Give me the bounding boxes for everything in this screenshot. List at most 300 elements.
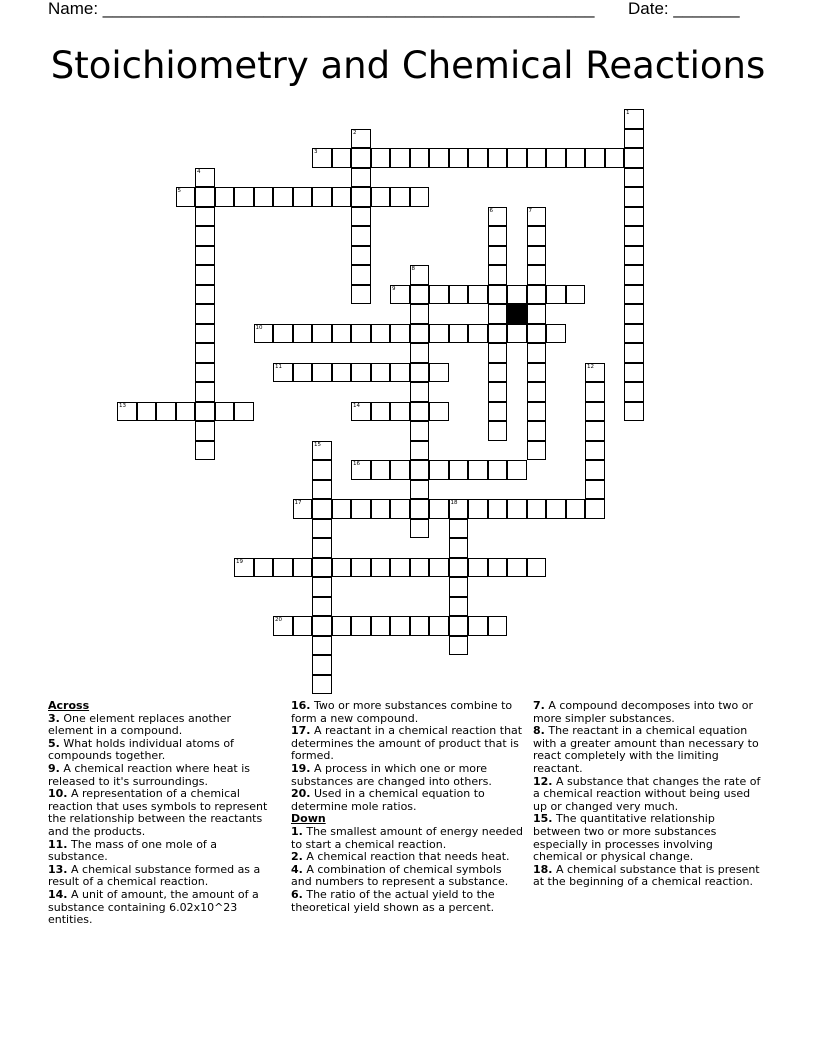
clue-text: The ratio of the actual yield to the theoretical yield shown as a percent. bbox=[291, 887, 495, 914]
grid-cell[interactable] bbox=[312, 636, 332, 656]
clue-number-label: 13. bbox=[48, 862, 68, 876]
clue-number-label: 8. bbox=[533, 724, 545, 738]
grid-cell[interactable] bbox=[312, 480, 332, 500]
grid-cell[interactable] bbox=[351, 226, 371, 246]
grid-cell[interactable] bbox=[195, 343, 215, 363]
grid-cell[interactable] bbox=[273, 616, 293, 636]
clue-number: 6 bbox=[489, 207, 493, 214]
grid-cell[interactable] bbox=[527, 363, 547, 383]
grid-cell[interactable] bbox=[312, 324, 332, 344]
clue-number-label: 18. bbox=[533, 862, 553, 876]
grid-cell[interactable] bbox=[468, 558, 488, 578]
grid-cell[interactable] bbox=[488, 226, 508, 246]
clue-text: A representation of a chemical reaction that uses symbols to represent the relationship between the reactants and the products. bbox=[48, 787, 268, 838]
grid-cell[interactable] bbox=[468, 285, 488, 305]
grid-cell[interactable] bbox=[449, 558, 469, 578]
grid-cell[interactable] bbox=[371, 324, 391, 344]
grid-cell[interactable] bbox=[312, 558, 332, 578]
grid-cell[interactable] bbox=[546, 499, 566, 519]
grid-cell[interactable] bbox=[410, 304, 430, 324]
grid-cell[interactable] bbox=[390, 460, 410, 480]
grid-cell[interactable] bbox=[527, 421, 547, 441]
grid-cell[interactable] bbox=[449, 519, 469, 539]
grid-cell[interactable] bbox=[293, 187, 313, 207]
grid-cell[interactable] bbox=[507, 148, 527, 168]
clue-number: 11 bbox=[275, 363, 282, 370]
grid-cell[interactable] bbox=[293, 363, 313, 383]
grid-cell[interactable] bbox=[624, 226, 644, 246]
grid-cell[interactable] bbox=[624, 324, 644, 344]
grid-cell[interactable] bbox=[468, 324, 488, 344]
date-field-label: Date: _______ bbox=[628, 0, 740, 18]
grid-cell[interactable] bbox=[507, 460, 527, 480]
clue-item bbox=[533, 813, 765, 863]
grid-cell[interactable] bbox=[410, 558, 430, 578]
grid-cell[interactable] bbox=[195, 265, 215, 285]
clue-item bbox=[291, 826, 523, 851]
grid-cell[interactable] bbox=[195, 324, 215, 344]
clue-number: 12 bbox=[587, 363, 594, 370]
grid-cell[interactable] bbox=[332, 616, 352, 636]
grid-cell[interactable] bbox=[624, 246, 644, 266]
grid-cell[interactable] bbox=[332, 363, 352, 383]
clue-item bbox=[533, 700, 765, 725]
grid-cell[interactable] bbox=[312, 460, 332, 480]
grid-cell[interactable] bbox=[195, 168, 215, 188]
grid-cell[interactable] bbox=[449, 499, 469, 519]
clue-text: What holds individual atoms of compounds together. bbox=[48, 736, 234, 763]
clue-item bbox=[291, 763, 523, 788]
grid-cell[interactable] bbox=[234, 402, 254, 422]
clue-item bbox=[533, 864, 765, 889]
grid-cell[interactable] bbox=[195, 304, 215, 324]
clue-item bbox=[533, 776, 765, 814]
page-title: Stoichiometry and Chemical Reactions bbox=[50, 44, 766, 87]
grid-cell[interactable] bbox=[624, 187, 644, 207]
grid-cell[interactable] bbox=[176, 187, 196, 207]
grid-cell[interactable] bbox=[527, 382, 547, 402]
clue-number-label: 20. bbox=[291, 787, 311, 801]
grid-cell[interactable] bbox=[351, 187, 371, 207]
grid-cell[interactable] bbox=[176, 402, 196, 422]
grid-cell[interactable] bbox=[624, 285, 644, 305]
grid-cell[interactable] bbox=[332, 148, 352, 168]
grid-cell[interactable] bbox=[273, 324, 293, 344]
grid-cell[interactable] bbox=[488, 382, 508, 402]
grid-cell[interactable] bbox=[351, 402, 371, 422]
clue-item bbox=[533, 725, 765, 775]
grid-cell[interactable] bbox=[410, 285, 430, 305]
clue-column-1 bbox=[48, 700, 276, 927]
grid-cell[interactable] bbox=[488, 421, 508, 441]
clue-number-label: 3. bbox=[48, 711, 60, 725]
grid-cell[interactable] bbox=[624, 304, 644, 324]
clue-number: 7 bbox=[528, 207, 532, 214]
clue-number: 17 bbox=[294, 500, 302, 506]
grid-cell[interactable] bbox=[195, 246, 215, 266]
grid-cell[interactable] bbox=[410, 363, 430, 383]
grid-cell[interactable] bbox=[546, 324, 566, 344]
grid-cell[interactable] bbox=[410, 402, 430, 422]
grid-cell[interactable] bbox=[273, 558, 293, 578]
grid-cell[interactable] bbox=[507, 324, 527, 344]
grid-cell[interactable] bbox=[371, 187, 391, 207]
grid-cell[interactable] bbox=[527, 148, 547, 168]
grid-cell[interactable] bbox=[585, 480, 605, 500]
grid-cell[interactable] bbox=[215, 402, 235, 422]
clue-text: The smallest amount of energy needed to start a chemical reaction. bbox=[291, 824, 524, 851]
clue-text: The mass of one mole of a substance. bbox=[48, 837, 218, 864]
clue-item bbox=[48, 738, 276, 763]
grid-cell[interactable] bbox=[410, 382, 430, 402]
grid-cell[interactable] bbox=[371, 148, 391, 168]
grid-cell[interactable] bbox=[488, 246, 508, 266]
grid-cell[interactable] bbox=[410, 480, 430, 500]
grid-cell[interactable] bbox=[390, 285, 410, 305]
grid-cell[interactable] bbox=[566, 499, 586, 519]
grid-cell[interactable] bbox=[312, 519, 332, 539]
grid-cell[interactable] bbox=[273, 363, 293, 383]
clue-text: Two or more substances combine to form a new compound. bbox=[291, 699, 513, 725]
grid-cell[interactable] bbox=[624, 168, 644, 188]
grid-cell[interactable] bbox=[195, 382, 215, 402]
clue-number-label: 19. bbox=[291, 761, 311, 775]
clue-text: A combination of chemical symbols and numbers to represent a substance. bbox=[291, 862, 509, 889]
grid-cell[interactable] bbox=[449, 636, 469, 656]
clue-number-label: 7. bbox=[533, 699, 545, 712]
grid-cell[interactable] bbox=[527, 226, 547, 246]
grid-cell[interactable] bbox=[351, 324, 371, 344]
grid-cell[interactable] bbox=[429, 499, 449, 519]
grid-cell[interactable] bbox=[410, 324, 430, 344]
grid-cell[interactable] bbox=[390, 324, 410, 344]
grid-cell[interactable] bbox=[351, 460, 371, 480]
grid-cell[interactable] bbox=[254, 558, 274, 578]
grid-cell[interactable] bbox=[390, 148, 410, 168]
grid-cell[interactable] bbox=[410, 460, 430, 480]
grid-cell[interactable] bbox=[546, 285, 566, 305]
grid-cell[interactable] bbox=[410, 187, 430, 207]
grid-cell[interactable] bbox=[195, 187, 215, 207]
clue-text: Used in a chemical equation to determine mole ratios. bbox=[291, 787, 485, 813]
grid-cell[interactable] bbox=[312, 363, 332, 383]
grid-cell[interactable] bbox=[527, 246, 547, 266]
grid-cell[interactable] bbox=[137, 402, 157, 422]
grid-cell[interactable] bbox=[468, 616, 488, 636]
clue-item bbox=[291, 725, 523, 763]
clue-item bbox=[291, 864, 523, 889]
grid-cell[interactable] bbox=[410, 499, 430, 519]
grid-cell[interactable] bbox=[488, 402, 508, 422]
grid-cell[interactable] bbox=[351, 499, 371, 519]
clue-number: 3 bbox=[314, 149, 318, 155]
grid-cell[interactable] bbox=[527, 324, 547, 344]
clue-number-label: 16. bbox=[291, 699, 311, 712]
grid-cell[interactable] bbox=[488, 304, 508, 324]
grid-cell[interactable] bbox=[410, 421, 430, 441]
grid-cell[interactable] bbox=[585, 441, 605, 461]
grid-cell[interactable] bbox=[449, 577, 469, 597]
grid-cell[interactable] bbox=[351, 207, 371, 227]
grid-cell[interactable] bbox=[585, 460, 605, 480]
grid-cell[interactable] bbox=[371, 402, 391, 422]
grid-cell[interactable] bbox=[332, 558, 352, 578]
grid-cell[interactable] bbox=[527, 558, 547, 578]
clue-text: A chemical reaction that needs heat. bbox=[306, 850, 510, 864]
grid-cell[interactable] bbox=[488, 343, 508, 363]
grid-cell[interactable] bbox=[449, 538, 469, 558]
clue-item bbox=[48, 839, 276, 864]
clue-number: 15 bbox=[314, 441, 321, 448]
grid-cell[interactable] bbox=[507, 499, 527, 519]
grid-cell[interactable] bbox=[527, 402, 547, 422]
grid-cell[interactable] bbox=[234, 558, 254, 578]
grid-cell[interactable] bbox=[624, 148, 644, 168]
clue-text: A process in which one or more substances are changed into others. bbox=[291, 761, 492, 788]
clue-item bbox=[291, 889, 523, 914]
clue-text: A compound decomposes into two or more simpler substances. bbox=[533, 699, 754, 725]
grid-cell[interactable] bbox=[195, 285, 215, 305]
grid-cell[interactable] bbox=[117, 402, 137, 422]
grid-cell[interactable] bbox=[624, 265, 644, 285]
grid-cell[interactable] bbox=[566, 285, 586, 305]
grid-cell[interactable] bbox=[585, 402, 605, 422]
grid-cell[interactable] bbox=[449, 460, 469, 480]
clue-number: 18 bbox=[450, 500, 458, 506]
grid-cell[interactable] bbox=[215, 187, 235, 207]
grid-cell[interactable] bbox=[468, 460, 488, 480]
clue-number: 13 bbox=[119, 402, 126, 409]
grid-cell[interactable] bbox=[234, 187, 254, 207]
clue-column-2 bbox=[291, 700, 523, 914]
clue-number-label: 1. bbox=[291, 824, 303, 838]
clue-column-3 bbox=[533, 700, 765, 889]
grid-cell[interactable] bbox=[254, 324, 274, 344]
grid-cell[interactable] bbox=[488, 148, 508, 168]
grid-cell[interactable] bbox=[624, 109, 644, 129]
grid-cell[interactable] bbox=[390, 363, 410, 383]
clue-number: 2 bbox=[353, 129, 357, 136]
grid-cell[interactable] bbox=[195, 402, 215, 422]
grid-cell[interactable] bbox=[293, 499, 313, 519]
grid-cell[interactable] bbox=[293, 324, 313, 344]
grid-cell[interactable] bbox=[371, 616, 391, 636]
clue-item bbox=[291, 700, 523, 725]
clue-number: 14 bbox=[353, 402, 360, 409]
grid-cell[interactable] bbox=[410, 616, 430, 636]
grid-cell[interactable] bbox=[507, 558, 527, 578]
grid-cell[interactable] bbox=[351, 616, 371, 636]
grid-cell[interactable] bbox=[585, 499, 605, 519]
clue-number-label: 11. bbox=[48, 837, 68, 851]
grid-cell[interactable] bbox=[488, 207, 508, 227]
grid-cell[interactable] bbox=[293, 558, 313, 578]
clue-text: A reactant in a chemical reaction that determines the amount of product that is formed. bbox=[291, 724, 523, 763]
grid-cell[interactable] bbox=[195, 363, 215, 383]
grid-cell[interactable] bbox=[390, 187, 410, 207]
grid-cell[interactable] bbox=[312, 616, 332, 636]
grid-cell[interactable] bbox=[332, 499, 352, 519]
clue-text: A chemical substance formed as a result of a chemical reaction. bbox=[48, 862, 261, 889]
grid-cell[interactable] bbox=[371, 363, 391, 383]
grid-cell[interactable] bbox=[605, 148, 625, 168]
clue-number: 8 bbox=[411, 266, 415, 272]
grid-cell[interactable] bbox=[293, 616, 313, 636]
clue-number: 16 bbox=[353, 461, 360, 467]
grid-cell[interactable] bbox=[527, 265, 547, 285]
grid-cell[interactable] bbox=[449, 324, 469, 344]
grid-cell[interactable] bbox=[390, 499, 410, 519]
grid-cell[interactable] bbox=[488, 285, 508, 305]
clue-number-label: 14. bbox=[48, 887, 68, 901]
grid-cell[interactable] bbox=[488, 616, 508, 636]
clue-number-label: 2. bbox=[291, 850, 303, 864]
grid-cell[interactable] bbox=[371, 499, 391, 519]
clue-text: One element replaces another element in a compound. bbox=[48, 711, 231, 738]
grid-cell[interactable] bbox=[195, 421, 215, 441]
clue-number-label: 6. bbox=[291, 887, 303, 901]
clue-number: 10 bbox=[255, 324, 263, 331]
grid-cell[interactable] bbox=[429, 460, 449, 480]
clue-item bbox=[48, 713, 276, 738]
grid-cell[interactable] bbox=[332, 187, 352, 207]
grid-cell[interactable] bbox=[624, 343, 644, 363]
clue-section-heading: Down bbox=[291, 812, 326, 826]
grid-cell[interactable] bbox=[156, 402, 176, 422]
grid-cell[interactable] bbox=[429, 285, 449, 305]
grid-cell[interactable] bbox=[468, 148, 488, 168]
clue-item bbox=[291, 788, 523, 813]
grid-cell[interactable] bbox=[488, 324, 508, 344]
grid-cell[interactable] bbox=[585, 363, 605, 383]
black-cell bbox=[507, 304, 527, 324]
clue-number-label: 15. bbox=[533, 812, 553, 826]
grid-cell[interactable] bbox=[488, 499, 508, 519]
grid-cell[interactable] bbox=[312, 441, 332, 461]
grid-cell[interactable] bbox=[585, 421, 605, 441]
grid-cell[interactable] bbox=[332, 324, 352, 344]
grid-cell[interactable] bbox=[390, 402, 410, 422]
grid-cell[interactable] bbox=[351, 558, 371, 578]
grid-cell[interactable] bbox=[488, 558, 508, 578]
grid-cell[interactable] bbox=[488, 265, 508, 285]
clue-text: A substance that changes the rate of a chemical reaction without being used up or changed very much. bbox=[533, 774, 761, 813]
grid-cell[interactable] bbox=[273, 187, 293, 207]
clue-text: The reactant in a chemical equation with a greater amount than necessary to react completely with the limiting reactant. bbox=[533, 724, 759, 775]
grid-cell[interactable] bbox=[527, 343, 547, 363]
grid-cell[interactable] bbox=[566, 148, 586, 168]
grid-cell[interactable] bbox=[351, 148, 371, 168]
grid-cell[interactable] bbox=[410, 148, 430, 168]
grid-cell[interactable] bbox=[449, 597, 469, 617]
grid-cell[interactable] bbox=[507, 285, 527, 305]
grid-cell[interactable] bbox=[312, 148, 332, 168]
grid-cell[interactable] bbox=[429, 558, 449, 578]
grid-cell[interactable] bbox=[410, 441, 430, 461]
clue-number: 9 bbox=[392, 285, 396, 292]
grid-cell[interactable] bbox=[410, 265, 430, 285]
clue-item bbox=[48, 788, 276, 838]
grid-cell[interactable] bbox=[527, 285, 547, 305]
grid-cell[interactable] bbox=[429, 148, 449, 168]
grid-cell[interactable] bbox=[429, 324, 449, 344]
grid-cell[interactable] bbox=[351, 285, 371, 305]
grid-cell[interactable] bbox=[312, 597, 332, 617]
grid-cell[interactable] bbox=[488, 460, 508, 480]
clue-number: 1 bbox=[626, 110, 630, 116]
clue-text: A unit of amount, the amount of a substance containing 6.02x10^23 entities. bbox=[48, 887, 259, 927]
grid-cell[interactable] bbox=[624, 207, 644, 227]
grid-cell[interactable] bbox=[527, 207, 547, 227]
grid-cell[interactable] bbox=[312, 499, 332, 519]
grid-cell[interactable] bbox=[351, 129, 371, 149]
clue-number: 5 bbox=[177, 188, 181, 194]
grid-cell[interactable] bbox=[371, 460, 391, 480]
clue-item bbox=[48, 864, 276, 889]
grid-cell[interactable] bbox=[585, 148, 605, 168]
grid-cell[interactable] bbox=[351, 246, 371, 266]
grid-cell[interactable] bbox=[624, 363, 644, 383]
grid-cell[interactable] bbox=[410, 343, 430, 363]
clue-number-label: 17. bbox=[291, 724, 311, 738]
grid-cell[interactable] bbox=[468, 499, 488, 519]
grid-cell[interactable] bbox=[390, 558, 410, 578]
grid-cell[interactable] bbox=[195, 441, 215, 461]
clue-number-label: 10. bbox=[48, 787, 68, 801]
grid-cell[interactable] bbox=[449, 148, 469, 168]
clue-number-label: 5. bbox=[48, 736, 60, 750]
grid-cell[interactable] bbox=[312, 655, 332, 675]
grid-cell[interactable] bbox=[312, 538, 332, 558]
clue-item bbox=[48, 763, 276, 788]
grid-cell[interactable] bbox=[527, 304, 547, 324]
clue-number: 4 bbox=[197, 168, 201, 175]
name-field-label: Name: ____________________________________________________ bbox=[48, 0, 595, 18]
grid-cell[interactable] bbox=[429, 616, 449, 636]
grid-cell[interactable] bbox=[410, 519, 430, 539]
grid-cell[interactable] bbox=[351, 363, 371, 383]
grid-cell[interactable] bbox=[527, 441, 547, 461]
grid-cell[interactable] bbox=[390, 616, 410, 636]
grid-cell[interactable] bbox=[488, 363, 508, 383]
grid-cell[interactable] bbox=[195, 226, 215, 246]
clue-number-label: 9. bbox=[48, 761, 60, 775]
grid-cell[interactable] bbox=[449, 616, 469, 636]
clue-number: 20 bbox=[275, 617, 282, 623]
grid-cell[interactable] bbox=[527, 499, 547, 519]
clue-section-heading: Across bbox=[48, 699, 90, 712]
clue-text: A chemical substance that is present at the beginning of a chemical reaction. bbox=[533, 862, 760, 889]
grid-cell[interactable] bbox=[624, 129, 644, 149]
grid-cell[interactable] bbox=[351, 168, 371, 188]
grid-cell[interactable] bbox=[312, 675, 332, 695]
grid-cell[interactable] bbox=[585, 382, 605, 402]
grid-cell[interactable] bbox=[371, 558, 391, 578]
grid-cell[interactable] bbox=[429, 363, 449, 383]
grid-cell[interactable] bbox=[624, 382, 644, 402]
grid-cell[interactable] bbox=[312, 577, 332, 597]
clue-number-label: 4. bbox=[291, 862, 303, 876]
grid-cell[interactable] bbox=[449, 285, 469, 305]
grid-cell[interactable] bbox=[195, 207, 215, 227]
grid-cell[interactable] bbox=[254, 187, 274, 207]
clue-number-label: 12. bbox=[533, 774, 553, 788]
grid-cell[interactable] bbox=[429, 402, 449, 422]
grid-cell[interactable] bbox=[312, 187, 332, 207]
grid-cell[interactable] bbox=[351, 265, 371, 285]
grid-cell[interactable] bbox=[546, 148, 566, 168]
grid-cell[interactable] bbox=[624, 402, 644, 422]
